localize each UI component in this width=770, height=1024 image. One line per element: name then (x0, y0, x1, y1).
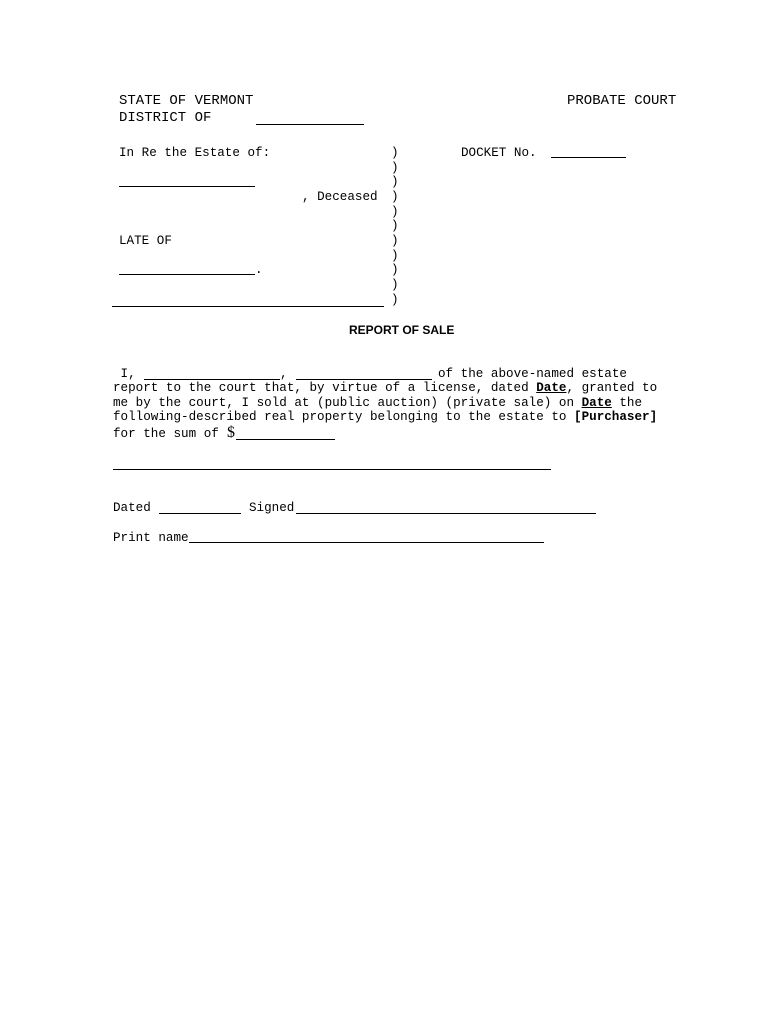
state-heading: STATE OF VERMONT (119, 93, 254, 109)
caption-paren: ) (391, 161, 399, 175)
body-line-2: report to the court that, by virtue of a license, dated Date, granted to (113, 381, 658, 395)
body-line-4: following-described real property belonging to the estate to [Purchaser] (113, 410, 658, 424)
report-title: REPORT OF SALE (349, 323, 455, 337)
body-line-5: for the sum of (113, 427, 227, 441)
late-of-label: LATE OF (119, 234, 172, 248)
caption-paren: ) (391, 175, 399, 189)
caption-paren: ) (391, 278, 399, 292)
license-date-field[interactable]: Date (536, 381, 567, 395)
decedent-name-blank[interactable] (119, 186, 255, 187)
body-line-3: me by the court, I sold at (public auction) (private sale) on Date the (113, 396, 643, 410)
dated-label: Dated (113, 501, 151, 515)
body-line-1-start: I, (113, 367, 136, 381)
caption-paren: ) (391, 190, 399, 204)
signed-label: Signed (249, 501, 295, 515)
docket-label: DOCKET No. (461, 146, 537, 160)
print-name-label: Print name (113, 531, 189, 545)
caption-paren: ) (391, 219, 399, 233)
purchaser-field[interactable]: [Purchaser] (574, 410, 658, 424)
district-label: DISTRICT OF (119, 110, 212, 126)
body-line-1-comma: , (280, 367, 288, 381)
signature-blank[interactable] (296, 513, 596, 514)
court-heading: PROBATE COURT (567, 93, 677, 109)
in-re-label: In Re the Estate of: (119, 146, 271, 160)
caption-paren: ) (391, 249, 399, 263)
sale-amount-blank[interactable] (236, 439, 335, 440)
late-of-period: . (255, 263, 263, 277)
sale-date-field[interactable]: Date (581, 396, 612, 410)
caption-bottom-line (112, 306, 384, 307)
print-name-blank[interactable] (189, 542, 544, 543)
representative-name-blank[interactable] (144, 379, 280, 380)
property-description-blank[interactable] (113, 469, 551, 470)
dated-blank[interactable] (159, 513, 241, 514)
caption-paren: ) (391, 293, 399, 307)
caption-paren: ) (391, 146, 399, 160)
dollar-sign: $ (227, 424, 235, 441)
body-line-1-end: of the above-named estate (438, 367, 627, 381)
caption-paren: ) (391, 263, 399, 277)
deceased-label: , Deceased (302, 190, 378, 204)
late-of-blank[interactable] (119, 274, 255, 275)
caption-paren: ) (391, 234, 399, 248)
representative-title-blank[interactable] (296, 379, 432, 380)
caption-paren: ) (391, 205, 399, 219)
docket-number-blank[interactable] (551, 157, 626, 158)
district-blank[interactable] (256, 124, 364, 125)
